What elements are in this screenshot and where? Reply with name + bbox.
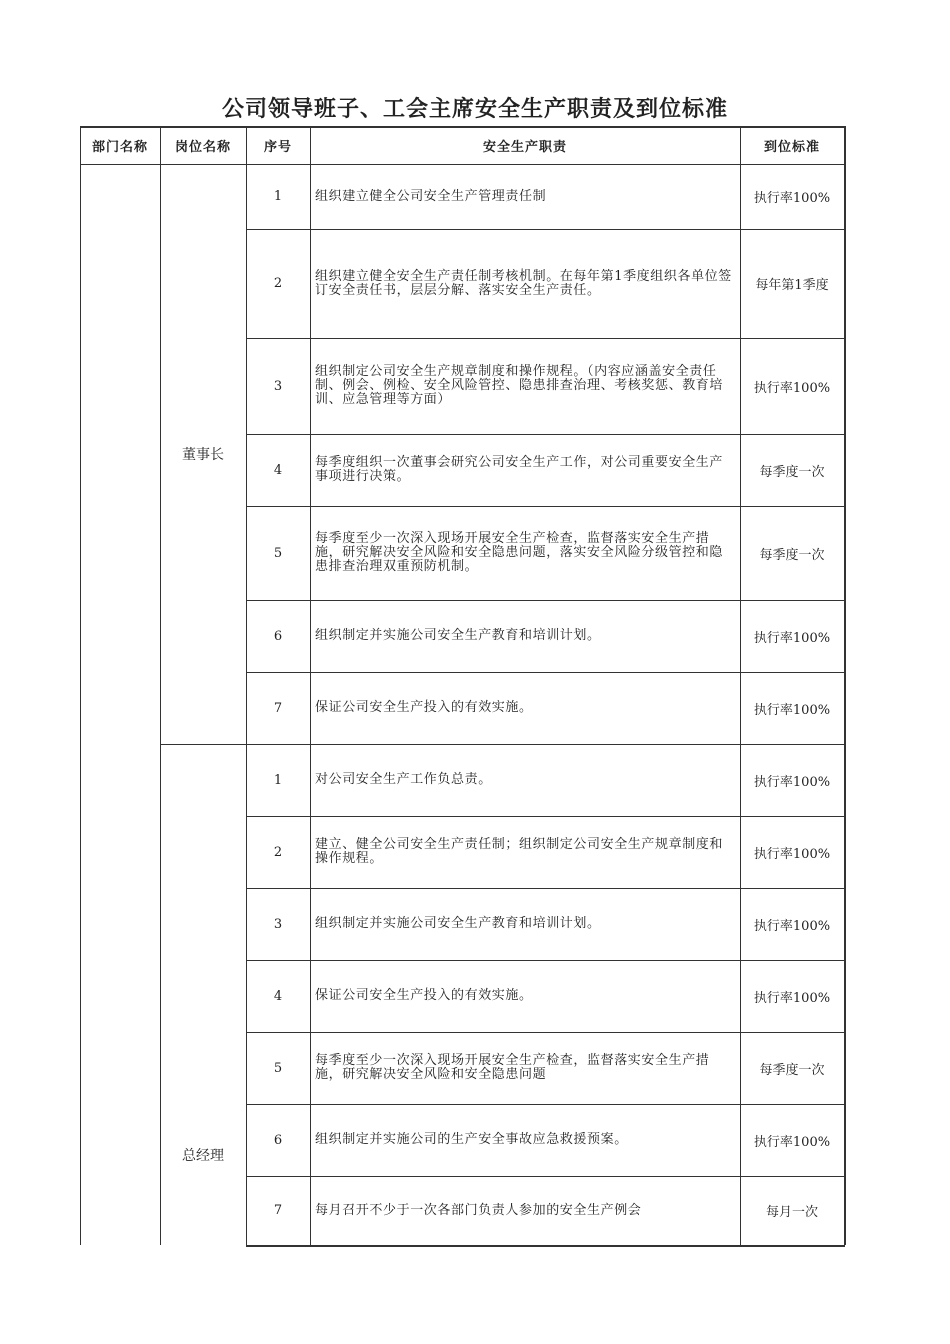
row-seq: 7 [273,700,283,716]
row-standard: 每季度一次 [759,1062,825,1078]
row-standard: 执行率100% [753,918,831,934]
position-name: 总经理 [182,1148,224,1164]
row-standard: 执行率100% [753,990,831,1006]
row-seq: 4 [273,462,283,478]
row-seq: 3 [273,378,283,394]
grid-line [246,816,845,817]
row-seq: 1 [273,189,283,204]
row-duty: 对公司安全生产工作负总责。 [315,772,492,787]
row-duty: 组织建立健全公司安全生产管理责任制 [315,188,547,204]
row-standard: 执行率100% [753,774,831,790]
row-standard: 执行率100% [753,1134,831,1150]
row-duty: 组织制定并实施公司安全生产教育和培训计划。 [315,628,601,643]
row-duty: 每季度至少一次深入现场开展安全生产检查，监督落实安全生产措施，研究解决安全风险和安全隐患问题，落实安全风险分级管控和隐患排查治理双重预防机制。 [315,531,724,574]
row-seq: 6 [273,1132,283,1148]
row-duty: 每季度组织一次董事会研究公司安全生产工作，对公司重要安全生产事项进行决策。 [315,455,724,484]
grid-line [246,338,845,339]
row-duty: 每季度至少一次深入现场开展安全生产检查，监督落实安全生产措施，研究解决安全风险和安全隐患问题 [315,1053,710,1082]
row-duty: 组织制定并实施公司的生产安全事故应急救援预案。 [315,1132,628,1147]
header-duty: 安全生产职责 [482,139,567,155]
grid-line [246,1104,845,1105]
row-seq: 6 [273,628,283,644]
grid-line [246,506,845,507]
header-standard: 到位标准 [763,139,820,155]
row-seq: 7 [273,1203,283,1218]
row-duty: 建立、健全公司安全生产责任制；组织制定公司安全生产规章制度和操作规程。 [315,837,724,866]
row-standard: 执行率100% [753,191,831,206]
grid-line [246,672,845,673]
header-dept: 部门名称 [91,139,148,155]
row-seq: 5 [273,1060,283,1076]
grid-line [844,126,846,1245]
grid-line [246,434,845,435]
header-position: 岗位名称 [174,139,231,155]
row-standard: 执行率100% [753,702,831,718]
grid-line [246,1032,845,1033]
row-duty: 组织制定并实施公司安全生产教育和培训计划。 [315,916,601,931]
row-seq: 1 [273,772,283,788]
page-title: 公司领导班子、工会主席安全生产职责及到位标准 [221,97,728,122]
grid-line [246,600,845,601]
row-duty: 组织制定公司安全生产规章制度和操作规程。（内容应涵盖安全责任制、例会、例检、安全风险管控、隐患排查治理、考核奖惩、教育培训、应急管理等方面） [315,364,724,407]
row-seq: 2 [273,844,283,860]
row-duty: 组织建立健全安全生产责任制考核机制。在每年第1季度组织各单位签订安全责任书，层层分解、落实安全生产责任。 [315,268,732,298]
grid-line [246,888,845,889]
grid-line [246,229,845,230]
row-standard: 每月一次 [765,1205,818,1220]
row-seq: 5 [273,545,283,561]
row-duty: 每月召开不少于一次各部门负责人参加的安全生产例会 [315,1202,642,1218]
row-standard: 执行率100% [753,846,831,862]
row-duty: 保证公司安全生产投入的有效实施。 [315,700,533,715]
position-name: 董事长 [182,447,224,463]
row-standard: 每季度一次 [759,464,825,480]
row-standard: 执行率100% [753,630,831,646]
row-duty: 保证公司安全生产投入的有效实施。 [315,988,533,1003]
row-standard: 每年第1季度 [755,278,829,293]
grid-line [246,1176,845,1177]
row-seq: 3 [273,916,283,932]
grid-line [80,126,81,1245]
grid-line [246,1245,845,1247]
row-seq: 2 [273,276,283,291]
row-seq: 4 [273,988,283,1004]
grid-line [246,960,845,961]
header-seq: 序号 [263,139,292,155]
row-standard: 每季度一次 [759,547,825,563]
row-standard: 执行率100% [753,380,831,396]
